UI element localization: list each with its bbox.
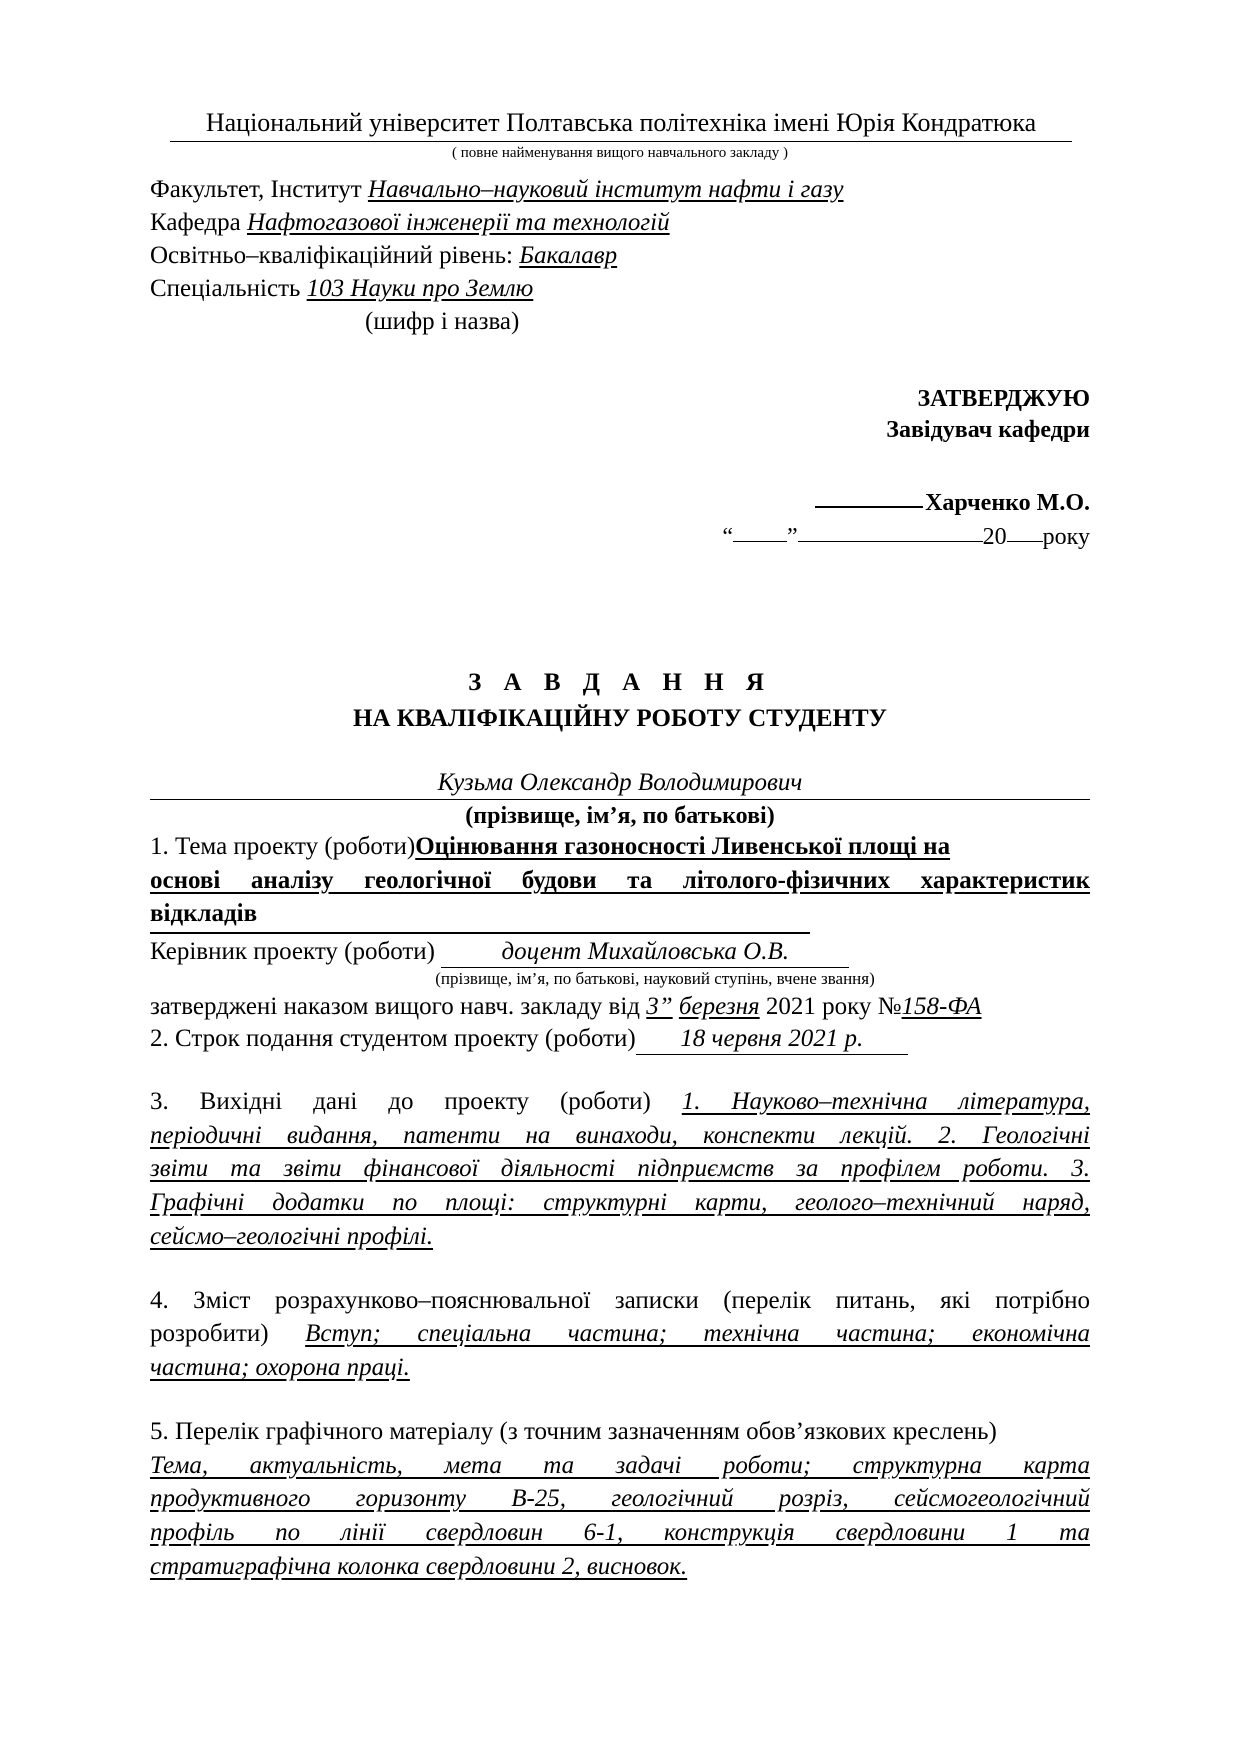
specialty-caption: (шифр і назва) bbox=[365, 308, 520, 335]
content-line-2: частина; охорона праці. bbox=[150, 1354, 410, 1382]
content-label-line-1: 4. Зміст розрахунково–пояснювальної записки (перелік питань, які потрібно bbox=[150, 1286, 1090, 1314]
signature-blank bbox=[815, 506, 923, 508]
leader-row bbox=[150, 938, 1090, 968]
graphic-material-line-2: продуктивного горизонту В-25, геологічний розріз, сейсмогеологічний bbox=[150, 1485, 1090, 1513]
date-year-suffix: року bbox=[1042, 524, 1090, 551]
date-year-prefix: 20 bbox=[982, 524, 1007, 551]
date-day-blank bbox=[733, 541, 787, 542]
document-subtitle: НА КВАЛІФІКАЦІЙНУ РОБОТУ СТУДЕНТУ bbox=[353, 705, 887, 733]
graphic-material-line-3: профіль по лінії свердловин 6-1, конструкція свердловини 1 та bbox=[150, 1519, 1090, 1547]
submission-term-label: 2. Строк подання студентом проекту (роботи) bbox=[150, 1024, 636, 1052]
student-name: Кузьма Олександр Володимирович bbox=[150, 769, 1090, 800]
graphic-material-block bbox=[150, 1415, 1090, 1584]
input-data-line-2: періодичні видання, патенти на винаходи, конспекти лекцій. 2. Геологічні bbox=[150, 1121, 1090, 1149]
degree-label: Освітньо–кваліфікаційний рівень: bbox=[150, 242, 513, 269]
graphic-material-line-1: Тема, актуальність, мета та задачі роботи; структурна карта bbox=[150, 1451, 1090, 1479]
input-data-line-3: звіти та звіти фінансової діяльності підприємств за профілем роботи. 3. bbox=[150, 1155, 1090, 1183]
specialty-label: Спеціальність bbox=[150, 275, 301, 302]
input-data-block bbox=[150, 1085, 1090, 1254]
order-year: 2021 року № bbox=[765, 992, 902, 1020]
signature-row bbox=[150, 490, 1090, 517]
approval-date-row bbox=[150, 524, 1090, 551]
date-quote-open: “ bbox=[722, 524, 734, 551]
input-data-first-line bbox=[150, 1085, 1090, 1119]
content-block bbox=[150, 1284, 1090, 1385]
approval-block bbox=[150, 384, 1090, 446]
theme-label: 1. Тема проекту (роботи) bbox=[150, 833, 416, 861]
student-name-caption: (прізвище, ім’я, по батькові) bbox=[465, 803, 775, 830]
submission-term-value: 18 червня 2021 р. bbox=[636, 1025, 908, 1055]
theme-line-1: Оцінювання газоносності Ливенської площі на bbox=[415, 833, 951, 861]
specialty-value: 103 Науки про Землю bbox=[306, 275, 534, 302]
leader-label: Керівник проекту (роботи) bbox=[150, 937, 436, 965]
leader-caption: (прізвище, ім’я, по батькові, науковий ступінь, вчене звання) bbox=[435, 968, 875, 988]
order-number: 158-ФА bbox=[901, 992, 982, 1020]
order-row bbox=[150, 993, 1090, 1021]
faculty-label: Факультет, Інститут bbox=[150, 176, 362, 203]
theme-line-3: відкладів bbox=[150, 897, 810, 934]
theme-block bbox=[150, 830, 1090, 934]
date-year-blank bbox=[1007, 541, 1043, 542]
order-month: березня bbox=[678, 992, 760, 1020]
faculty-row bbox=[150, 176, 1090, 204]
department-value: Нафтогазової інженерії та технологій bbox=[246, 209, 670, 236]
input-data-line-5: сейсмо–геологічні профілі. bbox=[150, 1222, 434, 1250]
content-label-line-2: розробити) bbox=[150, 1320, 269, 1348]
approver-name: Харченко М.О. bbox=[925, 490, 1090, 517]
theme-line-2: основі аналізу геологічної будови та літолого-фізичних характеристик bbox=[150, 866, 1090, 894]
graphic-material-line-4: стратиграфічна колонка свердловини 2, висновок. bbox=[150, 1552, 688, 1580]
order-prefix: затверджені наказом вищого навч. закладу від bbox=[150, 992, 641, 1020]
input-data-line-4: Графічні додатки по площі: структурні карти, геолого–технічний наряд, bbox=[150, 1189, 1090, 1217]
university-name: Національний університет Полтавська політехніка імені Юрія Кондратюка bbox=[170, 108, 1072, 142]
degree-value: Бакалавр bbox=[519, 242, 618, 269]
faculty-value: Навчально–науковий інститут нафти і газу bbox=[367, 176, 844, 203]
department-row bbox=[150, 209, 1090, 237]
specialty-row bbox=[150, 275, 1090, 303]
degree-row bbox=[150, 242, 1090, 270]
content-line-1: Вступ; спеціальна частина; технічна частина; економічна bbox=[305, 1320, 1091, 1348]
content-first-line bbox=[150, 1317, 1090, 1351]
graphic-material-label: 5. Перелік графічного матеріалу (з точним зазначенням обов’язкових креслень) bbox=[150, 1417, 997, 1445]
order-day: 3” bbox=[646, 992, 673, 1020]
approver-position: Завідувач кафедри bbox=[886, 417, 1090, 444]
approve-word: ЗАТВЕРДЖУЮ bbox=[917, 386, 1090, 412]
date-month-blank bbox=[798, 541, 983, 542]
input-data-line-1: 1. Науково–технічна література, bbox=[681, 1087, 1091, 1115]
department-label: Кафедра bbox=[150, 209, 241, 236]
input-data-label: 3. Вихідні дані до проекту (роботи) bbox=[150, 1087, 651, 1115]
submission-term-row bbox=[150, 1025, 1090, 1055]
document-title: З А В Д А Н Н Я bbox=[468, 669, 772, 697]
leader-value: доцент Михайловська О.В. bbox=[441, 938, 849, 968]
date-quote-close: ” bbox=[787, 524, 798, 551]
university-caption: ( повне найменування вищого навчального закладу ) bbox=[452, 145, 788, 161]
